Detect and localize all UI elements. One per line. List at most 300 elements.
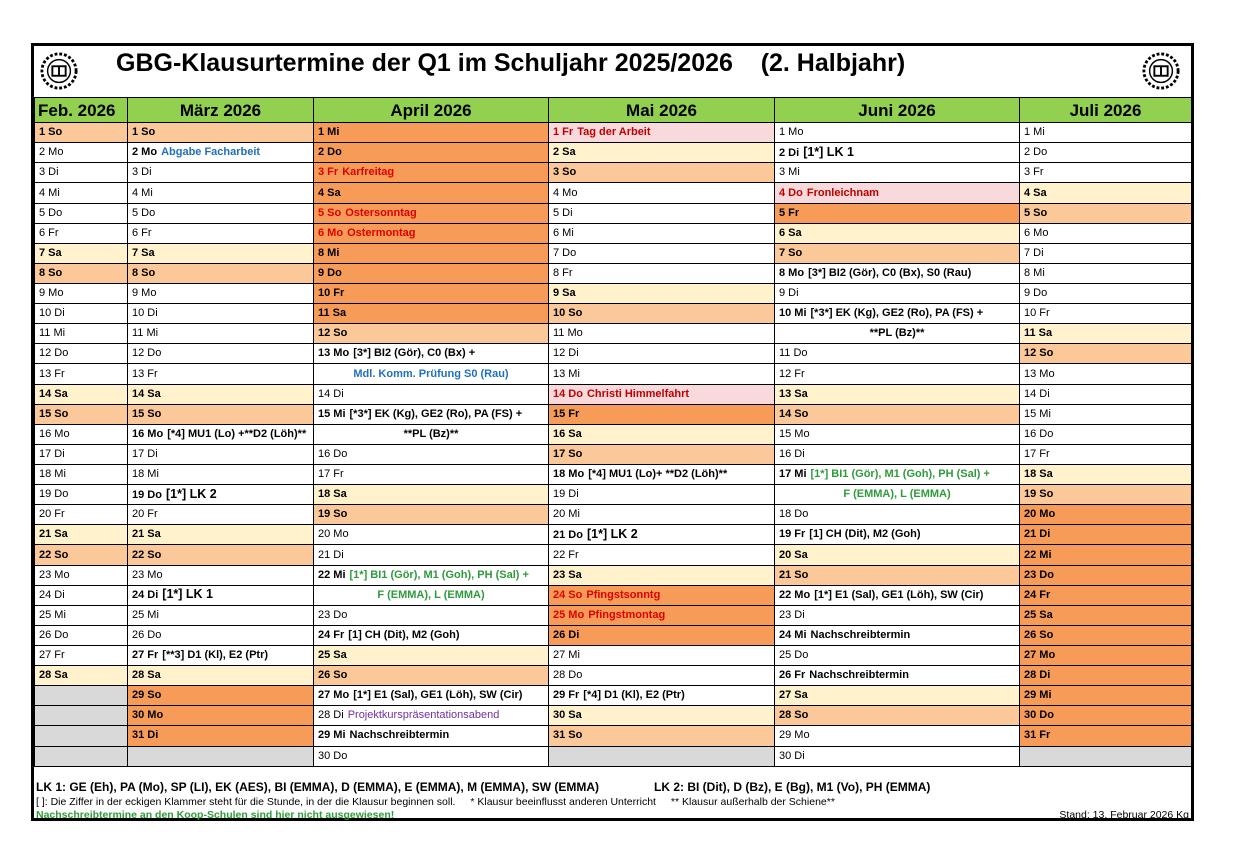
day-cell [549, 304, 775, 324]
day-number: 13 Mo [1024, 367, 1055, 380]
day-number: 27 Sa [779, 689, 808, 702]
day-cell [35, 485, 128, 505]
day-cell [35, 525, 128, 545]
day-cell [775, 284, 1020, 304]
day-number: 11 Sa [1024, 327, 1053, 340]
day-cell [314, 746, 549, 766]
day-cell [314, 263, 549, 283]
day-number: 3 Di [39, 166, 59, 179]
day-cell [1020, 666, 1192, 686]
day-cell [1020, 686, 1192, 706]
day-number: 27 Mo [1024, 649, 1056, 662]
day-number: 26 Di [553, 628, 580, 641]
day-cell [1020, 284, 1192, 304]
month-header: Feb. 2026 [35, 98, 128, 123]
day-number: 8 Mo [779, 266, 805, 279]
day-number: 14 Sa [132, 387, 161, 400]
day-number: 19 So [318, 508, 348, 521]
day-cell [128, 223, 314, 243]
day-cell [314, 404, 549, 424]
day-number: 18 Mi [132, 468, 159, 481]
day-number: 10 So [553, 307, 583, 320]
day-number: 26 So [1024, 628, 1054, 641]
stand-date: Stand: 13. Februar 2026 Kg [1059, 809, 1189, 821]
day-cell [35, 465, 128, 485]
day-number: 20 Fr [39, 508, 65, 521]
day-number: 23 Mo [39, 568, 70, 581]
day-cell [549, 284, 775, 304]
day-cell [775, 746, 1020, 766]
day-cell [128, 444, 314, 464]
day-number: 12 So [1024, 347, 1054, 360]
koop-note: Nachschreibtermine an den Koop-Schulen sind hier nicht ausgewiesen! [36, 809, 395, 821]
day-number: 12 Di [553, 347, 579, 360]
month-header: März 2026 [128, 98, 314, 123]
day-number: 16 Mo [132, 427, 164, 440]
day-number: 14 Do [553, 387, 583, 400]
day-cell [128, 243, 314, 263]
day-number: 11 Mi [132, 327, 159, 340]
day-number: 6 Fr [132, 226, 152, 239]
day-number: 24 Fr [1024, 588, 1051, 601]
day-number: 5 So [1024, 206, 1048, 219]
day-cell [314, 465, 549, 485]
day-number: 29 Mo [779, 729, 810, 742]
day-number: 10 Fr [318, 287, 345, 300]
day-cell [775, 666, 1020, 686]
lk1-legend: LK 1: GE (Eh), PA (Mo), SP (LI), EK (AES), BI (EMMA), D (EMMA), E (EMMA), M (EMMA), SW (EMMA) [36, 780, 600, 794]
event-text: Christi Himmelfahrt [586, 387, 690, 400]
day-cell [128, 605, 314, 625]
day-number: 8 Mi [1024, 266, 1045, 279]
day-cell [314, 203, 549, 223]
day-cell [1020, 565, 1192, 585]
day-cell [549, 223, 775, 243]
day-cell [35, 545, 128, 565]
day-number: 11 Mo [553, 327, 583, 340]
day-cell [549, 726, 775, 746]
day-cell [549, 263, 775, 283]
day-cell [35, 183, 128, 203]
day-number: 4 Mi [39, 186, 60, 199]
day-number: 7 Do [553, 246, 577, 259]
day-cell [314, 726, 549, 746]
empty-cell [1020, 746, 1192, 766]
day-number: 9 Do [1024, 287, 1048, 300]
day-number: 9 Do [318, 266, 342, 279]
lk2-legend: LK 2: BI (Dit), D (Bz), E (Bg), M1 (Vo), PH (EMMA) [654, 780, 931, 794]
day-cell [549, 384, 775, 404]
day-number: 10 Mi [779, 307, 807, 320]
day-cell [128, 183, 314, 203]
event-text: [**3] D1 (Kl), E2 (Ptr) [162, 649, 269, 662]
event-text: Ostermontag [347, 226, 416, 239]
day-cell [775, 203, 1020, 223]
day-cell [128, 706, 314, 726]
day-cell [128, 465, 314, 485]
empty-cell [549, 746, 775, 766]
day-number: 3 Fr [318, 166, 339, 179]
day-cell [314, 485, 549, 505]
day-number: 31 Di [132, 729, 159, 742]
day-number: 25 Mo [553, 608, 585, 621]
day-cell [128, 344, 314, 364]
day-number: 28 Di [1024, 669, 1051, 682]
day-cell [1020, 545, 1192, 565]
day-number: 14 Di [318, 387, 344, 400]
day-number: 15 Fr [553, 407, 580, 420]
day-number: 19 Fr [779, 528, 806, 541]
day-cell [128, 364, 314, 384]
day-number: 25 Mi [39, 608, 66, 621]
day-number: 1 So [132, 126, 156, 139]
empty-cell [35, 746, 128, 766]
day-number: 9 Mo [39, 287, 64, 300]
day-number: 26 Fr [779, 669, 806, 682]
day-number: 4 Sa [318, 186, 341, 199]
day-cell [35, 605, 128, 625]
day-number: 7 Sa [132, 246, 155, 259]
day-number: 6 Mo [318, 226, 344, 239]
day-cell [775, 324, 1020, 344]
day-cell [314, 646, 549, 666]
day-number: 27 Mo [318, 689, 350, 702]
day-cell [549, 646, 775, 666]
day-number: 30 Do [318, 749, 348, 762]
day-cell [1020, 525, 1192, 545]
day-number: 19 Di [553, 488, 579, 501]
day-cell [775, 263, 1020, 283]
day-cell [35, 243, 128, 263]
day-number: 20 Mo [1024, 508, 1056, 521]
day-cell [775, 646, 1020, 666]
day-cell [128, 686, 314, 706]
day-number: 10 Fr [1024, 307, 1050, 320]
day-cell [314, 625, 549, 645]
day-cell [128, 404, 314, 424]
day-cell [35, 565, 128, 585]
day-cell [314, 706, 549, 726]
empty-cell [35, 706, 128, 726]
day-cell [1020, 625, 1192, 645]
day-number: 30 Do [1024, 709, 1054, 722]
day-number: 3 Mi [779, 166, 800, 179]
day-cell [549, 404, 775, 424]
day-number: 24 Mi [779, 628, 807, 641]
day-number: 20 Sa [779, 548, 808, 561]
day-cell [775, 243, 1020, 263]
day-number: 16 Sa [553, 427, 582, 440]
day-cell [35, 223, 128, 243]
day-number: 18 Do [779, 508, 809, 521]
day-cell [128, 565, 314, 585]
day-number: 23 Mo [132, 568, 163, 581]
day-number: 11 Do [779, 347, 808, 360]
day-number: 29 Fr [553, 689, 580, 702]
day-cell [35, 324, 128, 344]
day-cell [1020, 505, 1192, 525]
day-cell [775, 706, 1020, 726]
day-number: 16 Di [779, 447, 805, 460]
day-number: 28 Di [318, 709, 344, 722]
day-number: 5 Fr [779, 206, 800, 219]
day-number: 22 Mi [318, 568, 346, 581]
day-number: 3 So [553, 166, 577, 179]
day-number: 29 So [132, 689, 162, 702]
event-text: Mdl. Komm. Prüfung S0 (Rau) [353, 367, 509, 380]
day-cell [1020, 324, 1192, 344]
day-cell [128, 163, 314, 183]
day-number: 21 Di [318, 548, 344, 561]
day-number: 6 Sa [779, 226, 802, 239]
day-cell [314, 384, 549, 404]
day-cell [314, 324, 549, 344]
day-number: 4 Sa [1024, 186, 1047, 199]
day-cell [549, 666, 775, 686]
day-number: 26 Do [132, 628, 162, 641]
day-number: 7 Sa [39, 246, 62, 259]
day-cell [775, 123, 1020, 143]
day-number: 11 Mi [39, 327, 66, 340]
event-text: [*3*] EK (Kg), GE2 (Ro), PA (FS) + [349, 407, 523, 420]
day-cell [314, 565, 549, 585]
day-cell [128, 123, 314, 143]
day-cell [775, 223, 1020, 243]
event-text: **PL (Bz)** [869, 327, 925, 340]
day-cell [549, 545, 775, 565]
day-cell [549, 465, 775, 485]
day-cell [128, 324, 314, 344]
event-text: Ostersonntag [345, 206, 417, 219]
day-cell [35, 163, 128, 183]
day-number: 2 Do [1024, 146, 1048, 159]
day-cell [35, 625, 128, 645]
month-header: Mai 2026 [549, 98, 775, 123]
day-cell [128, 726, 314, 746]
day-cell [128, 485, 314, 505]
day-number: 27 Mi [553, 649, 580, 662]
event-text: [1*] LK 2 [586, 526, 638, 541]
event-text: Karfreitag [342, 166, 395, 179]
day-cell [314, 143, 549, 163]
event-text: [3*] BI2 (Gör), C0 (Bx) + [353, 347, 476, 360]
event-text: [1*] LK 1 [803, 144, 854, 159]
day-number: 23 Do [1024, 568, 1054, 581]
day-number: 25 Sa [1024, 608, 1053, 621]
day-cell [775, 525, 1020, 545]
day-number: 20 Mi [553, 508, 580, 521]
day-cell [1020, 424, 1192, 444]
day-cell [549, 444, 775, 464]
empty-cell [35, 726, 128, 746]
day-cell [775, 605, 1020, 625]
day-number: 21 Do [553, 528, 583, 541]
day-cell [314, 163, 549, 183]
day-number: 17 Di [132, 447, 158, 460]
title-bar [34, 46, 1191, 99]
event-text: Fronleichnam [806, 186, 879, 199]
day-cell [775, 444, 1020, 464]
day-cell [1020, 465, 1192, 485]
day-cell [314, 223, 549, 243]
day-cell [1020, 706, 1192, 726]
day-number: 8 So [39, 266, 63, 279]
day-number: 22 Mi [1024, 548, 1052, 561]
day-number: 13 Mi [553, 367, 580, 380]
calendar-frame [31, 43, 1194, 821]
day-number: 20 Mo [318, 528, 349, 541]
day-cell [775, 505, 1020, 525]
day-number: 30 Sa [553, 709, 582, 722]
day-number: 24 Di [132, 589, 159, 602]
day-number: 2 Di [779, 146, 800, 159]
day-number: 15 Mi [1024, 407, 1051, 420]
day-cell [35, 263, 128, 283]
day-number: 18 Sa [1024, 468, 1053, 481]
day-number: 9 Mo [132, 287, 157, 300]
day-cell [549, 424, 775, 444]
day-number: 3 Fr [1024, 166, 1044, 179]
day-cell [35, 505, 128, 525]
day-cell [128, 143, 314, 163]
day-number: 17 So [553, 447, 583, 460]
day-number: 25 Sa [318, 649, 347, 662]
day-cell [775, 585, 1020, 605]
day-cell [1020, 263, 1192, 283]
day-cell [775, 465, 1020, 485]
event-text: Tag der Arbeit [577, 126, 651, 139]
day-number: 18 Sa [318, 488, 347, 501]
day-number: 16 Do [1024, 427, 1054, 440]
day-number: 27 Fr [39, 649, 65, 662]
day-number: 23 Sa [553, 568, 582, 581]
event-text: [1*] BI1 (Gör), M1 (Goh), PH (Sal) + [349, 568, 529, 581]
day-cell [1020, 143, 1192, 163]
event-text: Abgabe Facharbeit [161, 146, 261, 159]
day-cell [35, 424, 128, 444]
day-cell [35, 284, 128, 304]
day-cell [314, 666, 549, 686]
day-number: 25 Do [779, 649, 809, 662]
day-number: 28 Sa [39, 669, 68, 682]
event-text: [*3*] EK (Kg), GE2 (Ro), PA (FS) + [810, 307, 984, 320]
event-text: [1*] E1 (Sal), GE1 (Löh), SW (Cir) [814, 588, 984, 601]
day-number: 10 Di [132, 307, 158, 320]
event-text: Projektkurspräsentationsabend [347, 709, 500, 722]
day-number: 21 Di [1024, 528, 1051, 541]
day-cell [775, 686, 1020, 706]
note-star: * Klausur beeinflusst anderen Unterricht [470, 796, 656, 808]
day-cell [549, 706, 775, 726]
day-number: 19 So [1024, 488, 1054, 501]
day-cell [549, 364, 775, 384]
day-number: 22 So [132, 548, 162, 561]
day-number: 12 Do [39, 347, 69, 360]
day-number: 13 Fr [132, 367, 158, 380]
event-text: [1*] LK 1 [162, 587, 213, 602]
page-title: GBG-Klausurtermine der Q1 im Schuljahr 2025/2026 (2. Halbjahr) [116, 49, 906, 77]
day-cell [775, 726, 1020, 746]
day-number: 13 Mo [318, 347, 350, 360]
empty-cell [128, 746, 314, 766]
day-cell [549, 686, 775, 706]
day-number: 7 So [779, 246, 803, 259]
day-cell [1020, 726, 1192, 746]
day-cell [314, 686, 549, 706]
day-cell [1020, 444, 1192, 464]
day-number: 1 Fr [553, 126, 574, 139]
day-cell [314, 424, 549, 444]
day-number: 30 Mo [132, 709, 164, 722]
day-cell [1020, 585, 1192, 605]
note-double-star: ** Klausur außerhalb der Schiene** [670, 796, 835, 808]
day-number: 8 So [132, 266, 156, 279]
day-cell [314, 304, 549, 324]
day-number: 27 Fr [132, 649, 159, 662]
day-number: 31 So [553, 729, 583, 742]
note-bracket: [ ]: Die Ziffer in der eckigen Klammer steht für die Stunde, in der die Klausur beginnen soll. [36, 796, 456, 808]
day-number: 6 Mo [1024, 226, 1049, 239]
day-number: 17 Mi [779, 468, 807, 481]
day-number: 22 Fr [553, 548, 579, 561]
day-cell [128, 666, 314, 686]
school-logo-left [40, 52, 78, 90]
day-cell [549, 525, 775, 545]
day-number: 29 Mi [318, 729, 346, 742]
day-number: 1 Mo [779, 126, 804, 139]
day-cell [128, 585, 314, 605]
day-number: 4 Mi [132, 186, 153, 199]
day-number: 2 Mo [132, 146, 158, 159]
day-cell [1020, 384, 1192, 404]
event-text: F (EMMA), L (EMMA) [377, 588, 485, 601]
day-cell [35, 666, 128, 686]
day-number: 1 Mi [1024, 126, 1045, 139]
day-cell [775, 485, 1020, 505]
day-cell [35, 646, 128, 666]
day-cell [549, 505, 775, 525]
day-cell [128, 263, 314, 283]
day-cell [128, 646, 314, 666]
day-number: 8 Fr [553, 266, 573, 279]
day-number: 5 Do [132, 206, 156, 219]
day-number: 19 Do [132, 488, 162, 501]
day-number: 15 So [132, 407, 162, 420]
day-number: 9 Di [779, 287, 799, 300]
day-cell [1020, 344, 1192, 364]
day-number: 12 Fr [779, 367, 805, 380]
event-text: [*4] MU1 (Lo) +**D2 (Löh)** [167, 427, 307, 440]
empty-cell [35, 686, 128, 706]
day-cell [35, 364, 128, 384]
day-cell [1020, 243, 1192, 263]
day-cell [128, 284, 314, 304]
event-text: Nachschreibtermin [810, 628, 911, 641]
day-cell [549, 625, 775, 645]
calendar-grid [34, 97, 1192, 767]
day-cell [549, 143, 775, 163]
day-number: 28 Sa [132, 669, 161, 682]
day-number: 5 Di [553, 206, 573, 219]
day-cell [35, 384, 128, 404]
day-cell [1020, 485, 1192, 505]
event-text: [1*] BI1 (Gör), M1 (Goh), PH (Sal) + [810, 468, 990, 481]
day-cell [128, 505, 314, 525]
day-cell [775, 183, 1020, 203]
day-number: 9 Sa [553, 287, 576, 300]
day-cell [314, 344, 549, 364]
day-number: 6 Fr [39, 226, 59, 239]
